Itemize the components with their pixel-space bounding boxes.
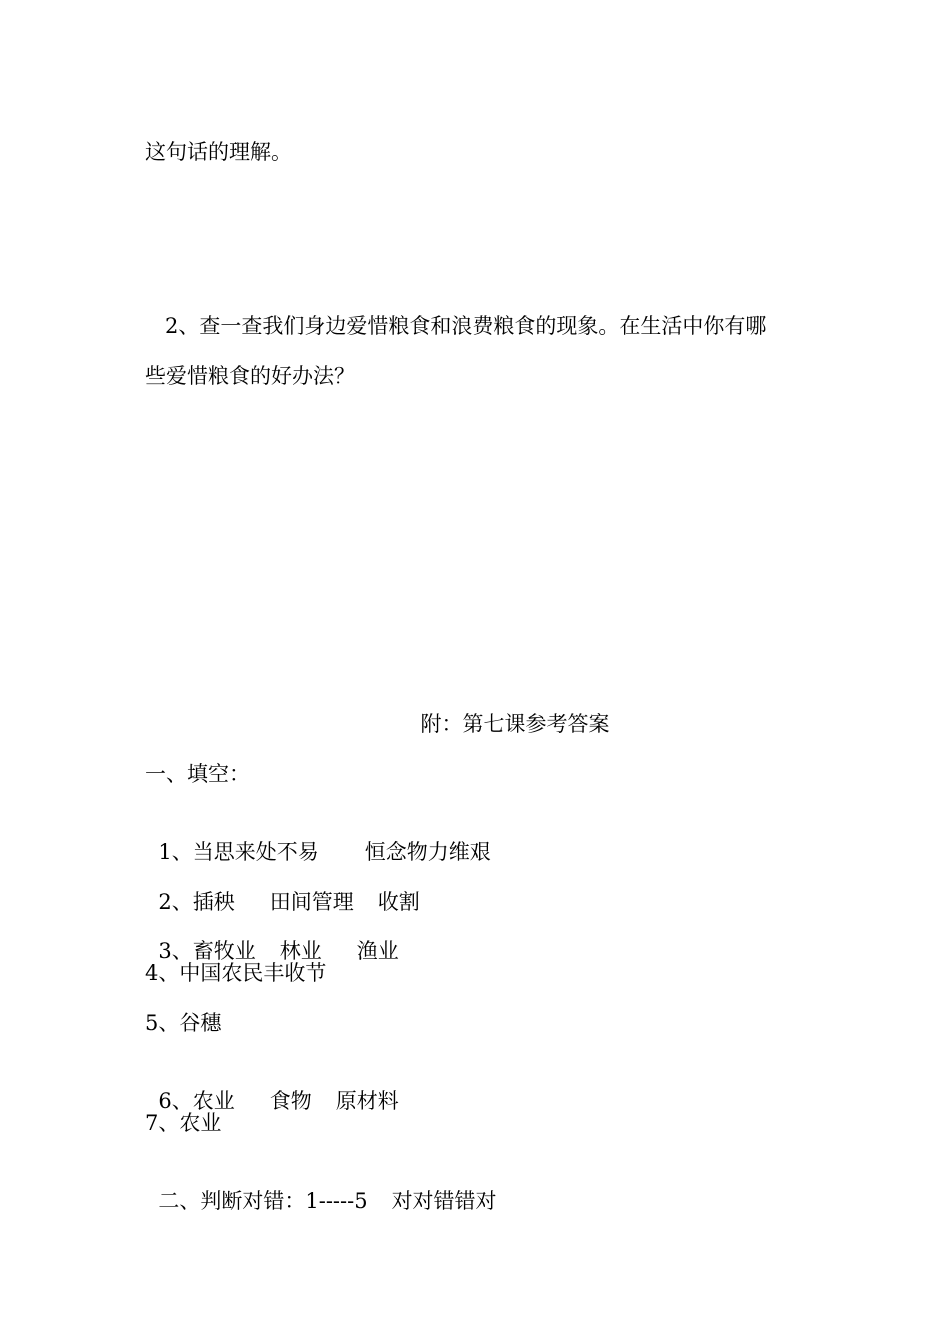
answer-3-part-2: 林业 [279, 939, 322, 963]
answer-2-part-1: 2、插秧 [158, 890, 235, 914]
answer-3-part-3: 渔业 [356, 939, 399, 963]
answer-item-2 [145, 860, 420, 916]
answer-3-part-1: 3、畜牧业 [158, 939, 256, 963]
answer-item-3 [145, 909, 399, 965]
section-true-false-answers: 对对错错对 [391, 1189, 497, 1213]
answer-item-4: 4、中国农民丰收节 [145, 961, 327, 985]
answer-item-1 [145, 810, 491, 866]
answer-item-6 [145, 1059, 399, 1115]
question-2-line-2: 些爱惜粮食的好办法？ [145, 364, 355, 388]
answer-item-5: 5、谷穗 [145, 1011, 222, 1035]
answer-1-part-2: 恒念物力维艰 [364, 840, 491, 864]
answer-2-part-3: 收割 [377, 890, 420, 914]
answer-key-title: 附：第七课参考答案 [420, 712, 610, 736]
section-true-false-heading: 二、判断对错：1-----5 [158, 1189, 368, 1213]
answer-2-part-2: 田间管理 [269, 890, 354, 914]
question-1-tail: 这句话的理解。 [145, 140, 292, 164]
answer-6-part-3: 原材料 [335, 1089, 399, 1113]
question-2-line-1: 2、查一查我们身边爱惜粮食和浪费粮食的现象。在生活中你有哪 [165, 314, 767, 338]
section-true-false [145, 1159, 497, 1215]
answer-6-part-2: 食物 [269, 1089, 312, 1113]
answer-1-part-1: 1、当思来处不易 [158, 840, 319, 864]
answer-item-7: 7、农业 [145, 1111, 222, 1135]
section-fill-in-heading: 一、填空： [145, 762, 250, 786]
answer-6-part-1: 6、农业 [158, 1089, 235, 1113]
